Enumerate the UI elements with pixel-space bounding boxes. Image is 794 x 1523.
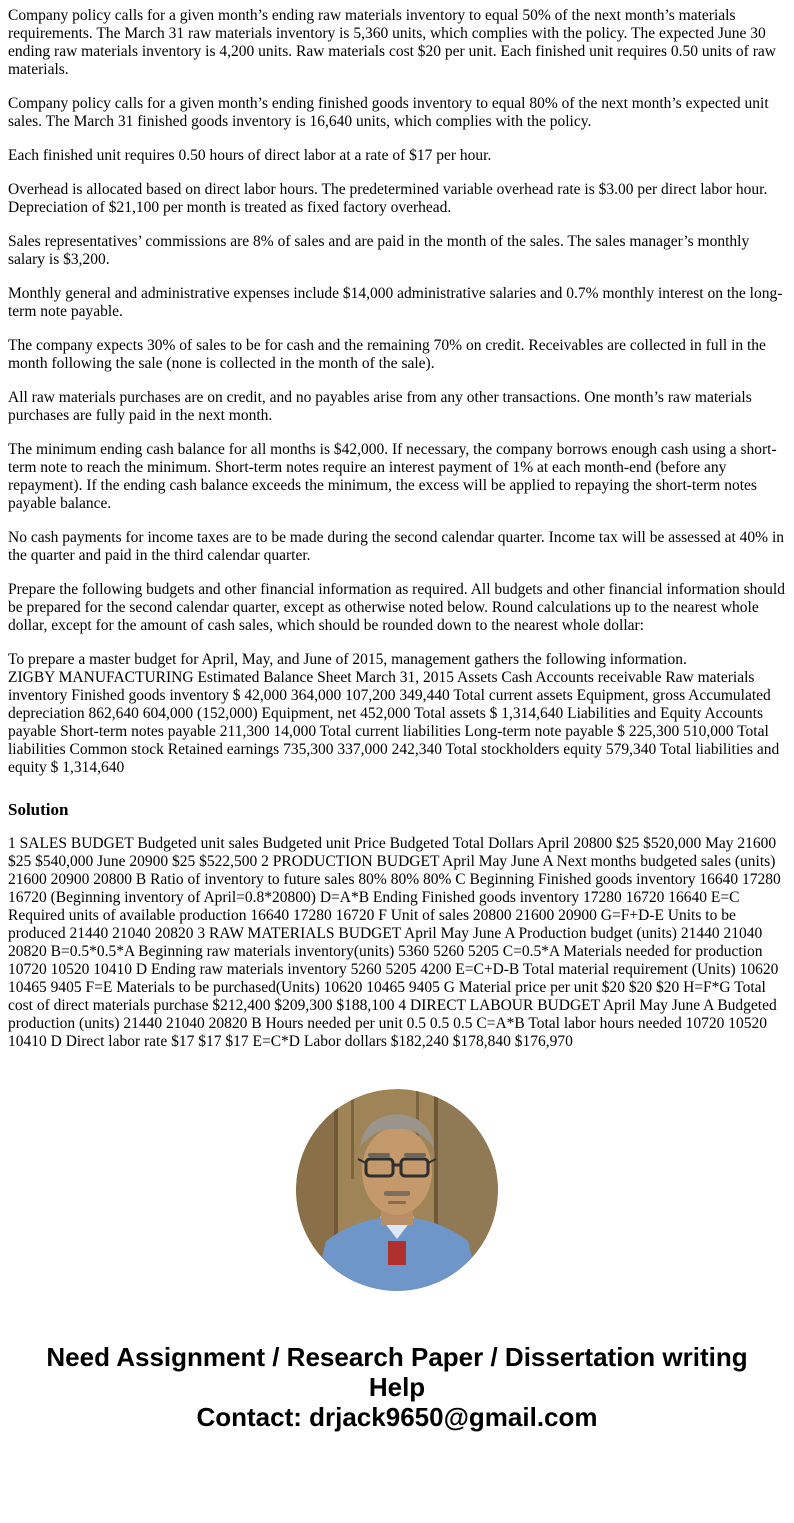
paragraph: The minimum ending cash balance for all months is $42,000. If necessary, the company borrows enough cash using a short-term note to reach the minimum. Short-term notes require an interest payment of 1% at each month-end (before any repayment). If the ending cash balance exceeds the minimum, the excess will be applied to repaying the short-term notes payable balance.: [8, 441, 777, 512]
gather-info-line: To prepare a master budget for April, May, and June of 2015, management gathers the following information.: [8, 651, 687, 668]
paragraph: Each finished unit requires 0.50 hours of direct labor at a rate of $17 per hour.: [8, 147, 492, 164]
solution-text: 1 SALES BUDGET Budgeted unit sales Budgeted unit Price Budgeted Total Dollars April 20800 $25 $520,000 May 21600 $25 $540,000 June 20900 $25 $522,500 2 PRODUCTION BUDGET April May June A Next months budgeted sales (units) 21600 20900 20800 B Ratio of inventory to future sales 80% 80% 80% C Beginning Finished goods inventory 16640 17280 16720 (Beginning inventory of April=0.8*20800) D=A*B Ending Finished goods inventory 17280 16720 16640 E=C Required units of available production 16640 17280 16720 F Unit of sales 20800 21600 20900 G=F+D-E Units to be produced 21440 21040 20820 3 RAW MATERIALS BUDGET April May June A Production budget (units) 21440 21040 20820 B=0.5*0.5*A Beginning raw materials inventory(units) 5360 5260 5205 C=0.5*A Materials needed for production 10720 10520 10410 D Ending raw materials inventory 5260 5205 4200 E=C+D-B Total material requirement (Units) 10620 10465 9405 F=E Materials to be purchased(Units) 10620 10465 9405 G Material price per unit $20 $20 $20 H=F*G Total cost of direct materials purchase $212,400 $209,300 $188,100 4 DIRECT LABOUR BUDGET April May June A Budgeted production (units) 21440 21040 20820 B Hours needed per unit 0.5 0.5 0.5 C=A*B Total labor hours needed 10720 10520 10410 D Direct labor rate $17 $17 $17 E=C*D Labor dollars $182,240 $178,840 $176,970: [8, 835, 781, 1050]
person-portrait-image: [296, 1089, 498, 1291]
paragraph: The company expects 30% of sales to be for cash and the remaining 70% on credit. Receivables are collected in full in the month following the sale (none is collected in the month of the sale).: [8, 337, 766, 372]
paragraph: Company policy calls for a given month’s ending raw materials inventory to equal 50% of the next month’s materials requirements. The March 31 raw materials inventory is 5,360 units, which complies with the policy. The expected June 30 ending raw materials inventory is 4,200 units. Raw materials cost $20 per unit. Each finished unit requires 0.50 units of raw materials.: [8, 7, 776, 78]
instructions-paragraph: Prepare the following budgets and other financial information as required. All budgets and other financial information should be prepared for the second calendar quarter, except as otherwise noted below. Round calculations up to the nearest whole dollar, except for the amount of cash sales, which should be rounded down to the nearest whole dollar:: [8, 581, 785, 634]
balance-sheet-text: ZIGBY MANUFACTURING Estimated Balance Sheet March 31, 2015 Assets Cash Accounts receivable Raw materials inventory Finished goods inventory $ 42,000 364,000 107,200 349,440 Total current assets Equipment, gross Accumulated depreciation 862,640 604,000 (152,000) Equipment, net 452,000 Total assets $ 1,314,640 Liabilities and Equity Accounts payable Short-term notes payable 211,300 14,000 Total current liabilities Long-term note payable $ 225,300 510,000 Total liabilities Common stock Retained earnings 735,300 337,000 242,340 Total stockholders equity 579,340 Total liabilities and equity $ 1,314,640: [8, 669, 780, 776]
paragraph: All raw materials purchases are on credit, and no payables arise from any other transactions. One month’s raw materials purchases are fully paid in the next month.: [8, 389, 752, 424]
paragraph: Sales representatives’ commissions are 8% of sales and are paid in the month of the sales. The sales manager’s monthly salary is $3,200.: [8, 233, 750, 268]
portrait-photo: [8, 1089, 786, 1296]
solution-heading: Solution: [8, 800, 69, 819]
contact-email: Contact: drjack9650@gmail.com: [196, 1402, 598, 1432]
paragraph: Overhead is allocated based on direct labor hours. The predetermined variable overhead rate is $3.00 per direct labor hour. Depreciation of $21,100 per month is treated as fixed factory overhead.: [8, 181, 768, 216]
footer-help-banner: [8, 1342, 786, 1432]
balance-sheet-block: [8, 651, 786, 777]
help-text: Need Assignment / Research Paper / Dissertation writing Help: [46, 1342, 748, 1402]
paragraph: No cash payments for income taxes are to be made during the second calendar quarter. Income tax will be assessed at 40% in the quarter and paid in the third calendar quarter.: [8, 529, 785, 564]
paragraph: Monthly general and administrative expenses include $14,000 administrative salaries and 0.7% monthly interest on the long-term note payable.: [8, 285, 783, 320]
paragraph: Company policy calls for a given month’s ending finished goods inventory to equal 80% of the next month’s expected unit sales. The March 31 finished goods inventory is 16,640 units, which complies with the policy.: [8, 95, 769, 130]
